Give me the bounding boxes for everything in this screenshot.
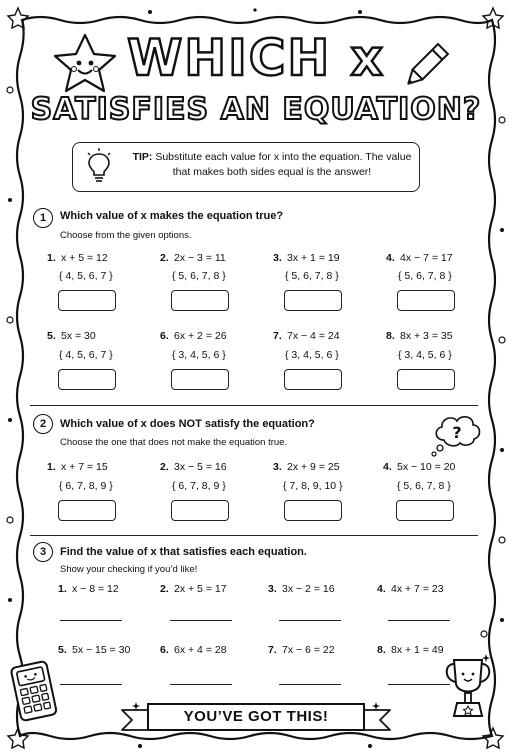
- s1-eq-3: 3. 3x + 1 = 19: [273, 252, 340, 264]
- s1-eq-4: 4. 4x − 7 = 17: [386, 252, 453, 264]
- s3-eq-5: 5. 5x − 15 = 30: [58, 644, 131, 656]
- section-3-subtitle: Show your checking if you’d like!: [60, 564, 198, 575]
- s1-answer-box-7[interactable]: [284, 369, 342, 390]
- s3-answer-line-4[interactable]: [388, 620, 450, 621]
- s3-answer-line-3[interactable]: [279, 620, 341, 621]
- s2-set-2: { 6, 7, 8, 9 }: [172, 480, 226, 492]
- calculator-icon: [8, 660, 60, 724]
- s1-answer-box-8[interactable]: [397, 369, 455, 390]
- tip-label: TIP:: [132, 151, 153, 163]
- s1-set-4: { 5, 6, 7, 8 }: [398, 270, 452, 282]
- s1-set-3: { 5, 6, 7, 8 }: [285, 270, 339, 282]
- s2-answer-box-3[interactable]: [284, 500, 342, 521]
- s2-eq-3: 3. 2x + 9 = 25: [273, 461, 340, 473]
- s3-eq-6: 6. 6x + 4 = 28: [160, 644, 227, 656]
- s1-eq-7: 7. 7x − 4 = 24: [273, 330, 340, 342]
- section-1-subtitle: Choose from the given options.: [60, 230, 192, 241]
- tip-text: [130, 150, 414, 180]
- s2-eq-4: 4. 5x − 10 = 20: [383, 461, 456, 473]
- section-divider-1: [30, 405, 478, 406]
- s1-answer-box-4[interactable]: [397, 290, 455, 311]
- s2-eq-2: 2. 3x − 5 = 16: [160, 461, 227, 473]
- section-divider-2: [30, 535, 478, 536]
- title-line-2: SATISFIES AN EQUATION?: [30, 92, 482, 127]
- s3-eq-3: 3. 3x − 2 = 16: [268, 583, 335, 595]
- lightbulb-icon: [86, 148, 112, 184]
- s1-set-2: { 5, 6, 7, 8 }: [172, 270, 226, 282]
- s1-answer-box-6[interactable]: [171, 369, 229, 390]
- s1-set-5: { 4, 5, 6, 7 }: [59, 349, 113, 361]
- s3-eq-4: 4. 4x + 7 = 23: [377, 583, 444, 595]
- s3-answer-line-7[interactable]: [279, 684, 341, 685]
- s3-answer-line-1[interactable]: [60, 620, 122, 621]
- s1-set-1: { 4, 5, 6, 7 }: [59, 270, 113, 282]
- section-3-title: Find the value of x that satisfies each equation.: [60, 546, 307, 558]
- s2-set-4: { 5, 6, 7, 8 }: [397, 480, 451, 492]
- section-2-title: Which value of x does NOT satisfy the equation?: [60, 418, 315, 430]
- title-line-1: WHICH x: [127, 29, 385, 87]
- thought-bubble-icon: [428, 410, 486, 458]
- s3-answer-line-5[interactable]: [60, 684, 122, 685]
- s2-eq-1: 1. x + 7 = 15: [47, 461, 108, 473]
- s2-answer-box-4[interactable]: [396, 500, 454, 521]
- s1-eq-2: 2. 2x − 3 = 11: [160, 252, 226, 264]
- s3-eq-8: 8. 8x + 1 = 49: [377, 644, 444, 656]
- s1-eq-1: 1. x + 5 = 12: [47, 252, 108, 264]
- section-2-number: 2: [33, 414, 53, 434]
- section-1-number: 1: [33, 208, 53, 228]
- s1-set-8: { 3, 4, 5, 6 }: [398, 349, 452, 361]
- tip-body: Substitute each value for x into the equation. The value that makes both sides equal is the answer!: [155, 151, 412, 178]
- thought-bubble-mark: ?: [452, 423, 462, 442]
- s1-answer-box-3[interactable]: [284, 290, 342, 311]
- s1-eq-8: 8. 8x + 3 = 35: [386, 330, 453, 342]
- s1-eq-6: 6. 6x + 2 = 26: [160, 330, 227, 342]
- s3-eq-2: 2. 2x + 5 = 17: [160, 583, 227, 595]
- s2-answer-box-1[interactable]: [58, 500, 116, 521]
- s3-eq-1: 1. x − 8 = 12: [58, 583, 119, 595]
- section-2-subtitle: Choose the one that does not make the equation true.: [60, 437, 288, 448]
- s1-answer-box-1[interactable]: [58, 290, 116, 311]
- s1-eq-5: 5. 5x = 30: [47, 330, 96, 342]
- s1-set-6: { 3, 4, 5, 6 }: [172, 349, 226, 361]
- s1-answer-box-5[interactable]: [58, 369, 116, 390]
- s3-answer-line-6[interactable]: [170, 684, 232, 685]
- s2-set-3: { 7, 8, 9, 10 }: [283, 480, 343, 492]
- s2-set-1: { 6, 7, 8, 9 }: [59, 480, 113, 492]
- section-1-title: Which value of x makes the equation true?: [60, 210, 284, 222]
- section-3-number: 3: [33, 542, 53, 562]
- trophy-icon: [440, 652, 496, 730]
- s2-answer-box-2[interactable]: [171, 500, 229, 521]
- s3-eq-7: 7. 7x − 6 = 22: [268, 644, 335, 656]
- s3-answer-line-2[interactable]: [170, 620, 232, 621]
- banner-text: YOU’VE GOT THIS!: [183, 708, 329, 725]
- s1-set-7: { 3, 4, 5, 6 }: [285, 349, 339, 361]
- s1-answer-box-2[interactable]: [171, 290, 229, 311]
